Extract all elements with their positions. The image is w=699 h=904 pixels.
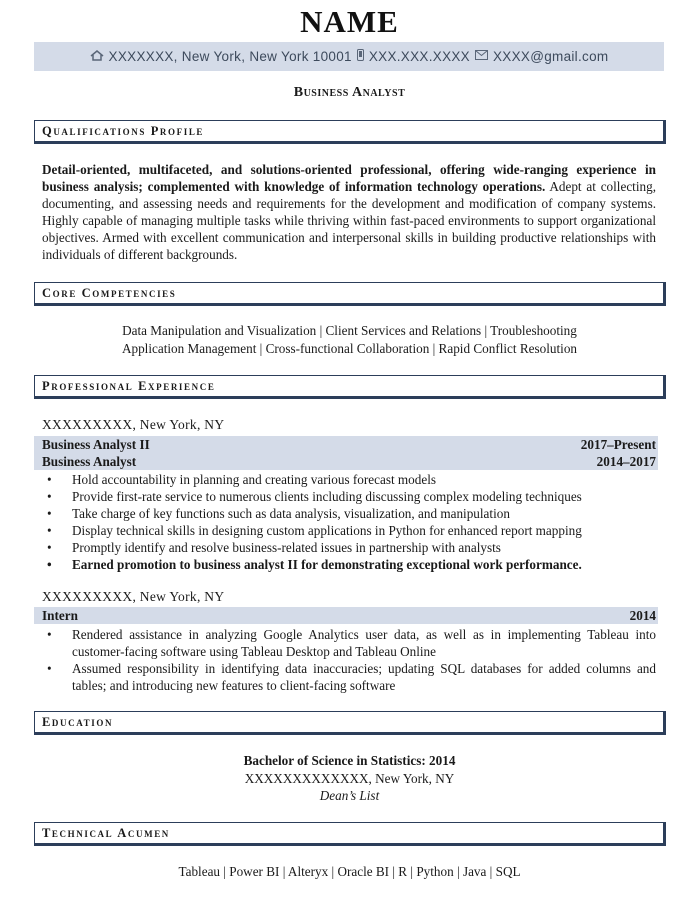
- education-honor: Dean’s List: [319, 788, 380, 803]
- bullet-item: • Display technical skills in designing custom applications in Python for enhanced report mapping: [42, 522, 656, 539]
- role-row: [34, 453, 658, 470]
- role-row: [34, 607, 658, 624]
- bullet-list: [42, 626, 656, 694]
- technical-skills: Tableau | Power BI | Alteryx | Oracle BI | R | Python | Java | SQL: [178, 864, 521, 879]
- role-dates: 2017–Present: [580, 436, 656, 452]
- profile-summary-text: Adept at collecting, documenting, and assessing needs and requirements for the development and modification of company systems. Highly capable of managing multiple tasks while thriving within fast-paced environments to support organizational objectives. Armed with excellent communication and interpersonal skills in building productive relationships with individuals of different backgrounds.: [42, 179, 656, 263]
- bullet-item: • Assumed responsibility in identifying data inaccuracies; updating SQL databases for added columns and tables; and introducing new features to client-facing software: [42, 660, 656, 694]
- section-heading-education: Education: [34, 711, 666, 735]
- bullet-item: • Hold accountability in planning and creating various forecast models: [42, 471, 656, 488]
- role-row: [34, 436, 658, 453]
- contact-phone: XXX.XXX.XXXX: [368, 49, 470, 64]
- section-heading-experience: Professional Experience: [34, 375, 666, 399]
- bullet-item: • Take charge of key functions such as data analysis, visualization, and manipulation: [42, 505, 656, 522]
- mail-icon: [475, 50, 488, 63]
- role-title: Business Analyst: [42, 453, 137, 469]
- bullet-item: • Promptly identify and resolve business-related issues in partnership with analysts: [42, 539, 656, 556]
- candidate-name: NAME: [300, 4, 399, 39]
- bullet-item: • Provide first-rate service to numerous clients including discussing complex modeling techniques: [42, 488, 656, 505]
- competencies-line: Application Management | Cross-functional Collaboration | Rapid Conflict Resolution: [121, 341, 578, 356]
- education-degree: Bachelor of Science in Statistics: 2014: [243, 753, 456, 768]
- section-heading-qualifications: Qualifications Profile: [34, 120, 666, 144]
- employer: XXXXXXXXX, New York, NY: [42, 417, 225, 432]
- section-heading-technical: Technical Acumen: [34, 822, 666, 846]
- role-title: Business Analyst II: [42, 436, 150, 452]
- contact-address: XXXXXXX, New York, New York 10001: [108, 49, 352, 64]
- employer: XXXXXXXXX, New York, NY: [42, 589, 225, 604]
- contact-bar: [34, 42, 664, 71]
- bullet-list: [42, 471, 656, 573]
- competencies-line: Data Manipulation and Visualization | Client Services and Relations | Troubleshooting: [122, 323, 577, 338]
- role-dates: 2014–2017: [596, 453, 656, 469]
- contact-email: XXXX@gmail.com: [493, 49, 609, 64]
- profile-summary-bold: Detail-oriented, multifaceted, and solutions-oriented professional, offering wide-ranging experience in business analysis; complemented with knowledge of information technology operations.: [42, 162, 656, 195]
- job-title: Business Analyst: [293, 85, 406, 100]
- role-title: Intern: [42, 607, 78, 623]
- education-school: XXXXXXXXXXXXX, New York, NY: [244, 771, 455, 786]
- section-heading-competencies: Core Competencies: [34, 282, 666, 306]
- bullet-item: • Rendered assistance in analyzing Google Analytics user data, as well as in implementing Tableau into customer-facing software using Tableau Desktop and Tableau Online: [42, 626, 656, 660]
- role-dates: 2014: [629, 607, 656, 623]
- phone-icon: [357, 49, 364, 64]
- bullet-item: • Earned promotion to business analyst II for demonstrating exceptional work performance.: [42, 556, 656, 573]
- profile-summary: [42, 161, 656, 264]
- home-icon: [90, 50, 104, 64]
